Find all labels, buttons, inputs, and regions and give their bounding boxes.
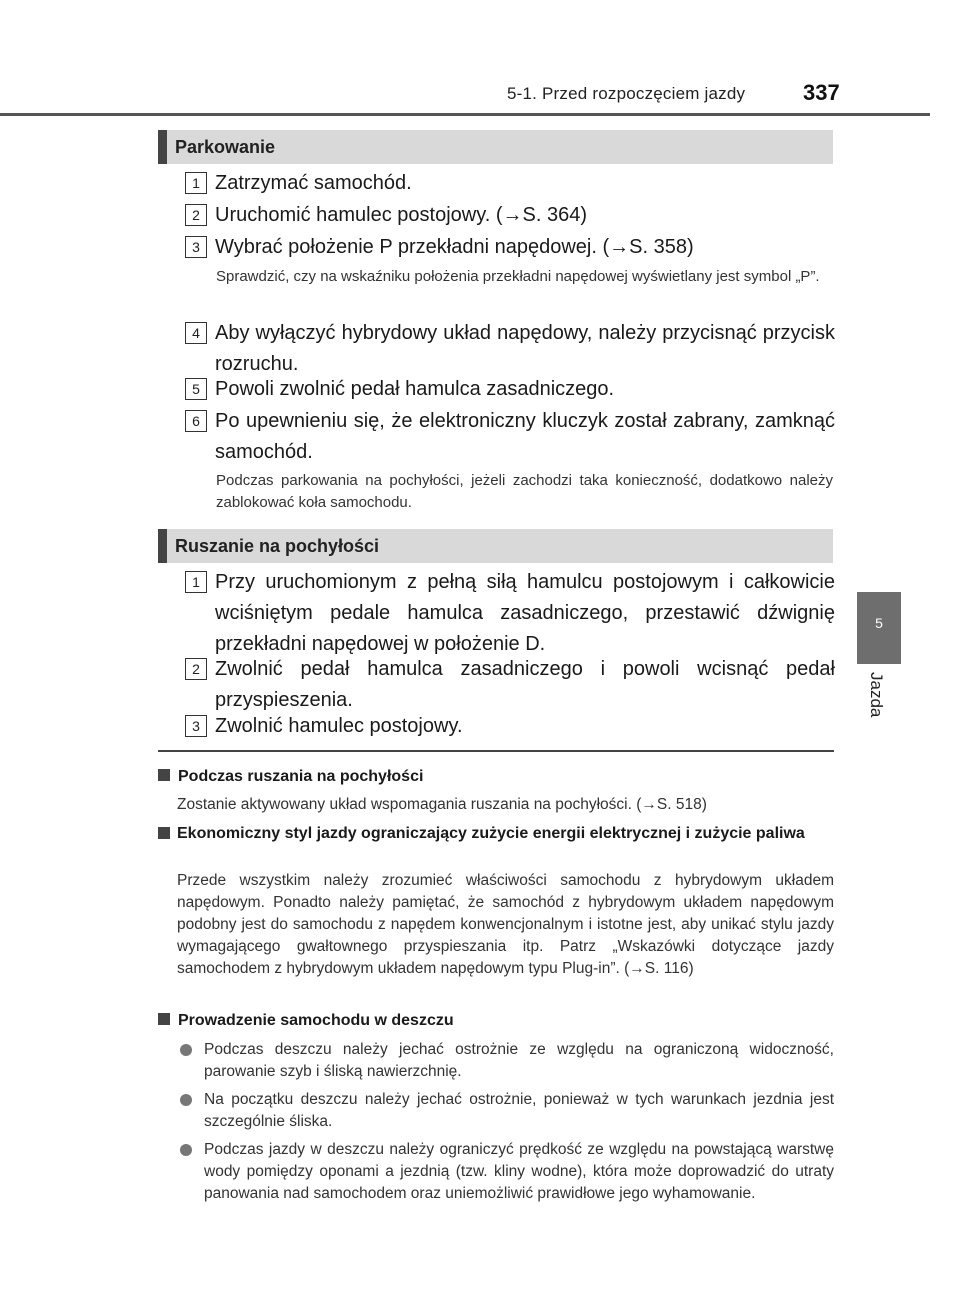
step-text: Zwolnić hamulec postojowy. — [215, 715, 463, 737]
step-text: Zatrzymać samochód. — [215, 172, 412, 194]
step-text: Zwolnić pedał hamulca zasadniczego i powoli wcisnąć pedał przyspieszenia. — [215, 658, 835, 711]
step-number: 4 — [185, 322, 207, 344]
note-text: Przede wszystkim należy zrozumieć właściwości samochodu z hybrydowym układem napędowym. Ponadto należy pamiętać, że samochód z hybrydowym układem napędowym podobny jest do samochodu z napędem konwencjonalnym i istotne jest, aby unikać stylu jazdy wymagającego gwałtownego przyspieszania itp. Patrz „Wskazówki dotyczące jazdy samochodem z hybrydowym układem napędowym typu Plug-in”. (→S. 116) — [177, 872, 834, 977]
square-bullet-icon — [158, 769, 170, 781]
section-title: Parkowanie — [175, 137, 276, 157]
circle-bullet-icon — [180, 1044, 192, 1056]
notes-rule — [158, 750, 834, 752]
step-text: Powoli zwolnić pedał hamulca zasadniczego. — [215, 378, 615, 400]
step-item — [185, 232, 835, 263]
step-item — [185, 567, 835, 660]
section-header-parkowanie — [158, 130, 833, 164]
list-item: Podczas jazdy w deszczu należy ograniczyć prędkość ze względu na powstającą warstwę wody pomiędzy oponami a jezdnią (tzw. kliny wodne), która może doprowadzić do utraty panowania nad samochodem oraz uniemożliwić prawidłowe jego wyhamowanie. — [177, 1139, 834, 1205]
chapter-tab: 5 — [857, 592, 901, 664]
step-note: Podczas parkowania na pochyłości, jeżeli zachodzi taka konieczność, dodatkowo należy zablokować koła samochodu. — [216, 472, 833, 511]
step-item — [185, 406, 835, 468]
note-heading: Prowadzenie samochodu w deszczu — [158, 1010, 834, 1031]
step-note: Sprawdzić, czy na wskaźniku położenia przekładni napędowej wyświetlany jest symbol „P”. — [216, 268, 820, 285]
header-rule — [0, 113, 930, 116]
step-number: 2 — [185, 658, 207, 680]
list-item: Podczas deszczu należy jechać ostrożnie ze względu na ograniczoną widoczność, parowanie szyb i śliską nawierzchnię. — [177, 1039, 834, 1083]
square-bullet-icon — [158, 827, 170, 839]
step-text: Wybrać położenie P przekładni napędowej. (→S. 358) — [215, 236, 694, 258]
section-header-ruszanie — [158, 529, 833, 563]
step-item — [185, 318, 835, 380]
step-text: Po upewnieniu się, że elektroniczny kluczyk został zabrany, zamknąć samochód. — [215, 410, 835, 463]
chapter-label: Jazda — [867, 672, 886, 718]
step-text: Aby wyłączyć hybrydowy układ napędowy, należy przycisnąć przycisk rozruchu. — [215, 322, 835, 375]
note-text: Zostanie aktywowany układ wspomagania ruszania na pochyłości. (→S. 518) — [177, 796, 707, 813]
step-number: 6 — [185, 410, 207, 432]
step-item — [185, 654, 835, 716]
step-number: 3 — [185, 715, 207, 737]
step-item — [185, 168, 835, 199]
step-number: 5 — [185, 378, 207, 400]
section-title: Ruszanie na pochyłości — [175, 536, 380, 556]
header-section-title: 5-1. Przed rozpoczęciem jazdy — [507, 84, 746, 103]
step-number: 2 — [185, 204, 207, 226]
square-bullet-icon — [158, 1013, 170, 1025]
list-item: Na początku deszczu należy jechać ostrożnie, ponieważ w tych warunkach jezdnia jest szczególnie śliska. — [177, 1089, 834, 1133]
step-number: 1 — [185, 172, 207, 194]
page-number: 337 — [803, 80, 840, 105]
step-number: 3 — [185, 236, 207, 258]
step-item — [185, 374, 835, 405]
step-number: 1 — [185, 571, 207, 593]
circle-bullet-icon — [180, 1144, 192, 1156]
step-text: Przy uruchomionym z pełną siłą hamulcu postojowym i całkowicie wciśniętym pedale hamulca zasadniczego, przestawić dźwignię przekładni napędowej w położenie D. — [215, 571, 835, 655]
note-heading: Podczas ruszania na pochyłości — [158, 766, 834, 787]
step-item — [185, 200, 835, 231]
step-text: Uruchomić hamulec postojowy. (→S. 364) — [215, 204, 587, 226]
circle-bullet-icon — [180, 1094, 192, 1106]
note-heading: Ekonomiczny styl jazdy ograniczający zużycie energii elektrycznej i zużycie paliwa — [158, 823, 834, 844]
step-item — [185, 711, 835, 742]
